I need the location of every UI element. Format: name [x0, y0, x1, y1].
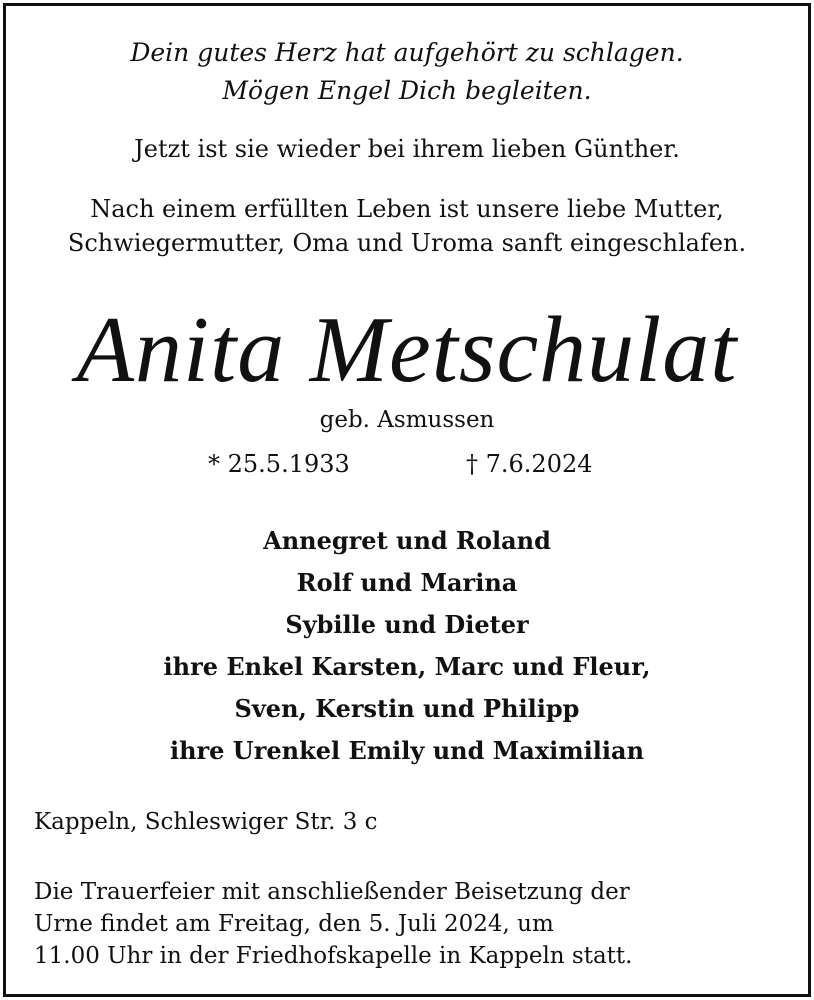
service-line: Die Trauerfeier mit anschließender Beisetzung der [34, 879, 630, 905]
family-line: ihre Enkel Karsten, Marc und Fleur, [163, 652, 651, 681]
birth-date: * 25.5.1933 [208, 450, 350, 478]
death-date: † 7.6.2024 [466, 450, 593, 478]
deceased-name: Anita Metschulat [76, 298, 738, 402]
family-line: Sybille und Dieter [285, 610, 529, 639]
address: Kappeln, Schleswiger Str. 3 c [34, 809, 378, 835]
motto [6, 34, 808, 110]
motto-line: Mögen Engel Dich begleiten. [222, 76, 592, 105]
family-line: Sven, Kerstin und Philipp [234, 694, 580, 723]
intro-line: Schwiegermutter, Oma und Uroma sanft eingeschlafen. [67, 229, 747, 257]
service-notice [34, 876, 632, 972]
family-line: Rolf und Marina [296, 568, 518, 597]
intro-sentence: Jetzt ist sie wieder bei ihrem lieben Günther. [134, 135, 680, 163]
motto-line: Dein gutes Herz hat aufgehört zu schlagen. [130, 38, 684, 67]
family-list [6, 520, 808, 772]
obituary-frame [3, 3, 811, 997]
family-line: Annegret und Roland [263, 526, 551, 555]
intro-paragraph [6, 192, 808, 260]
intro-line: Nach einem erfüllten Leben ist unsere liebe Mutter, [90, 195, 724, 223]
service-line: Urne findet am Freitag, den 5. Juli 2024, um [34, 911, 554, 937]
service-line: 11.00 Uhr in der Friedhofskapelle in Kappeln statt. [34, 943, 633, 969]
birth-name: geb. Asmussen [319, 407, 495, 433]
family-line: ihre Urenkel Emily und Maximilian [169, 736, 645, 765]
